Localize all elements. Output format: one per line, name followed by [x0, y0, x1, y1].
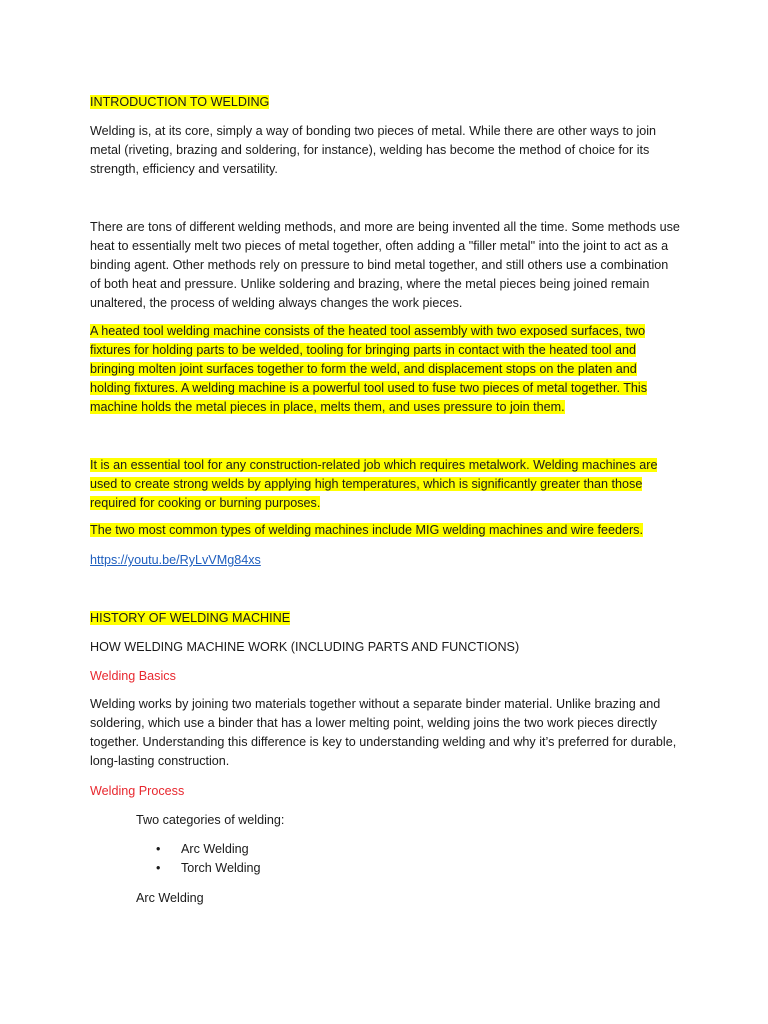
youtube-link[interactable]: https://youtu.be/RyLvVMg84xs	[90, 553, 261, 567]
paragraph-essential-tool-text: It is an essential tool for any construction-related job which requires metalwork. Welding machines are used to create strong welds by applying high temperatures, which is significantly greater than those required for cooking or burning purposes.	[90, 458, 658, 510]
paragraph-common-types	[90, 521, 680, 540]
paragraph-basics: Welding works by joining two materials together without a separate binder material. Unlike brazing and soldering, which use a binder that has a lower melting point, welding joins the two work pieces directly together. Understanding this difference is key to understanding welding and why it’s preferred for durable, long-lasting construction.	[90, 697, 677, 768]
categories-list	[136, 840, 261, 878]
paragraph-intro: Welding is, at its core, simply a way of bonding two pieces of metal. While there are other ways to join metal (riveting, brazing and soldering, for instance), welding has become the method of choice for its strength, efficiency and versatility.	[90, 124, 657, 176]
history-heading-text: HISTORY OF WELDING MACHINE	[90, 611, 291, 625]
list-item: • Arc Welding	[136, 840, 261, 859]
intro-heading-text: INTRODUCTION TO WELDING	[90, 95, 270, 109]
youtube-link-line	[90, 551, 680, 570]
categories-label: Two categories of welding:	[136, 813, 285, 827]
paragraph-heated-tool-text: A heated tool welding machine consists of the heated tool assembly with two exposed surfaces, two fixtures for holding parts to be welded, tooling for bringing parts in contact with the heated tool and bringing molten joint surfaces together to form the weld, and displacement stops on the platen and holding fixtures. A welding machine is a powerful tool used to fuse two pieces of metal together. This machine holds the metal pieces in place, melts them, and uses pressure to join them.	[90, 324, 648, 414]
how-heading: HOW WELDING MACHINE WORK (INCLUDING PARTS AND FUNCTIONS)	[90, 640, 520, 654]
paragraph-heated-tool	[90, 322, 680, 417]
paragraph-essential-tool	[90, 456, 680, 513]
arc-welding-heading: Arc Welding	[136, 891, 204, 905]
intro-heading	[90, 93, 680, 112]
history-heading	[90, 609, 680, 628]
paragraph-methods: There are tons of different welding methods, and more are being invented all the time. Some methods use heat to essentially melt two pieces of metal together, often adding a "filler metal" into the joint to act as a binding agent. Other methods rely on pressure to bind metal together, and still others use a combination of both heat and pressure. Unlike soldering and brazing, where the metal pieces being joined remain unaltered, the process of welding always changes the work pieces.	[90, 220, 680, 310]
paragraph-common-types-text: The two most common types of welding machines include MIG welding machines and wire feeders.	[90, 523, 643, 537]
welding-basics-heading: Welding Basics	[90, 669, 176, 683]
list-item: • Torch Welding	[136, 859, 261, 878]
welding-process-heading: Welding Process	[90, 784, 185, 798]
